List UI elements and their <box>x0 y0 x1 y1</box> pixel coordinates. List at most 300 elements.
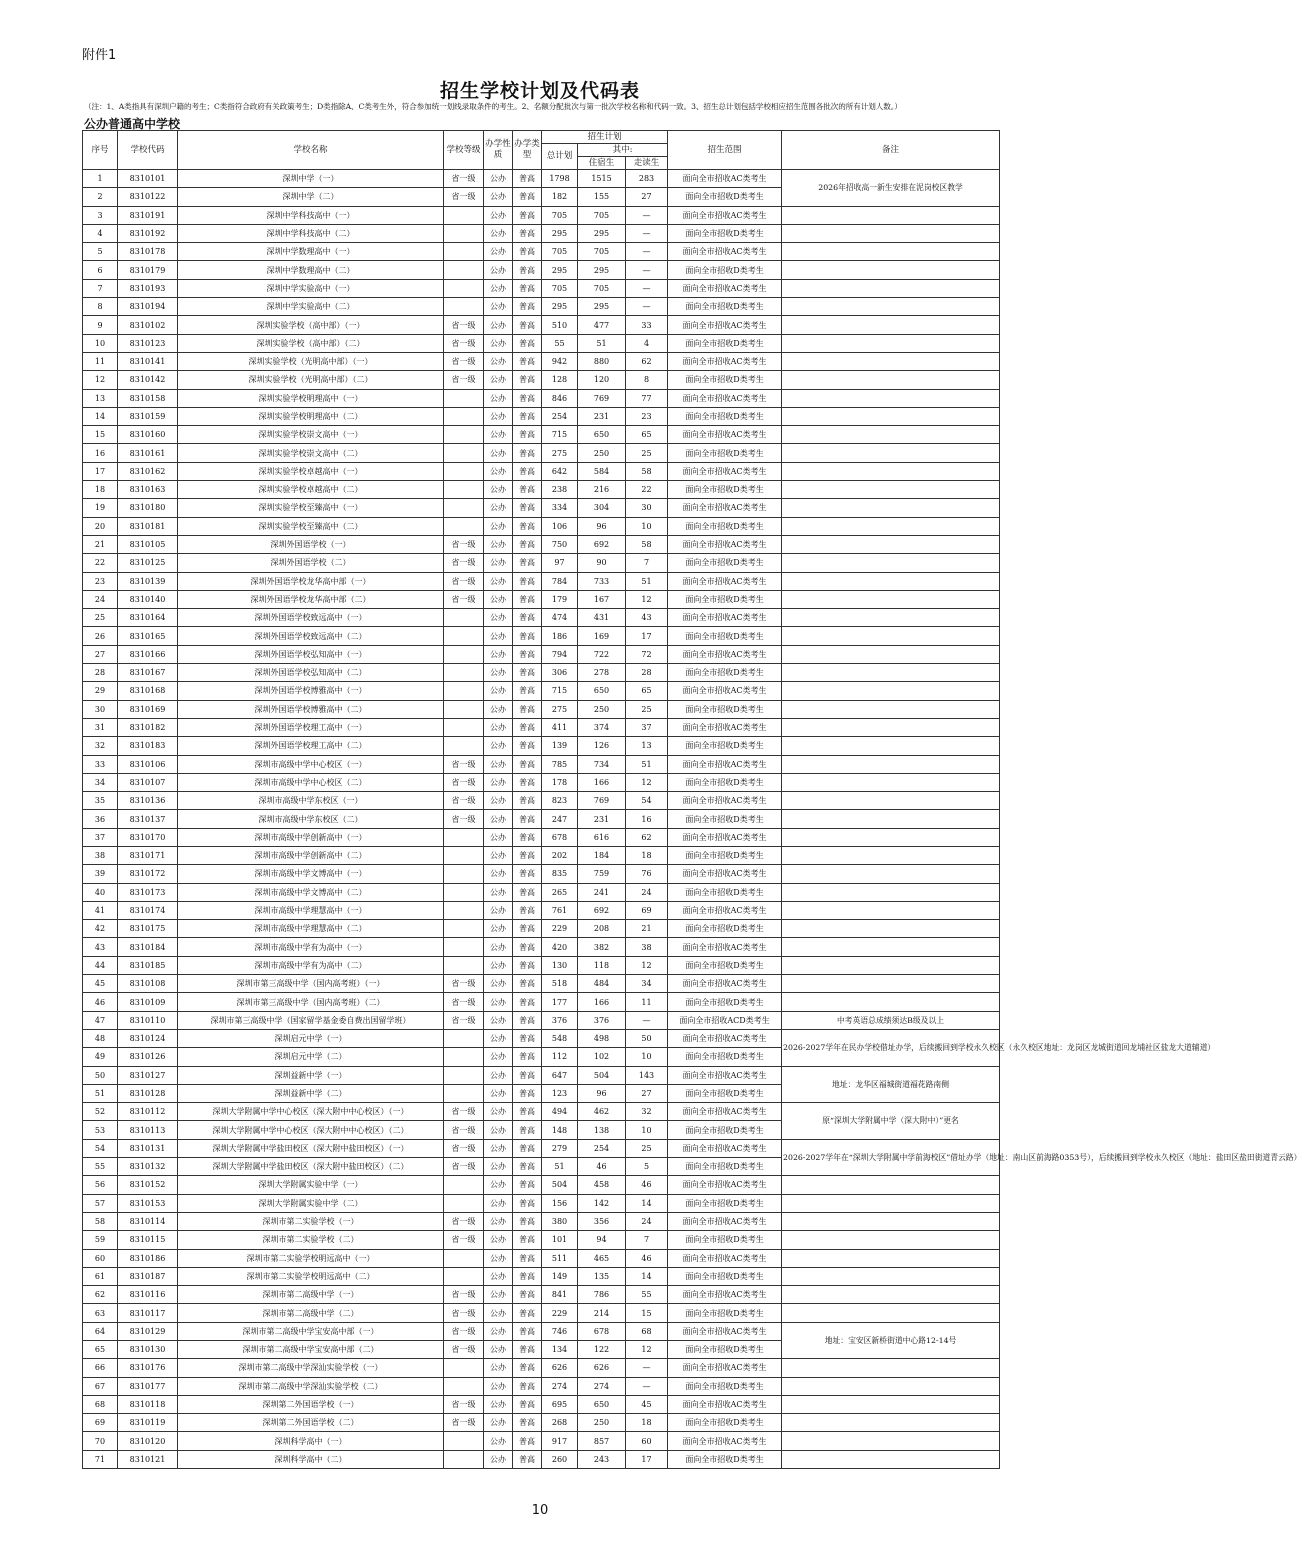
cell-grade: 省一级 <box>444 334 484 352</box>
cell-total: 265 <box>542 883 578 901</box>
cell-school-name: 深圳大学附属中学盐田校区（深大附中盐田校区）（二） <box>178 1158 444 1176</box>
table-row <box>83 334 1000 352</box>
table-row <box>83 1450 1000 1468</box>
table-row <box>83 1231 1000 1249</box>
cell-remark <box>782 1395 1000 1413</box>
cell-remark <box>782 298 1000 316</box>
cell-scope: 面向全市招收AC类考生 <box>668 1395 782 1413</box>
cell-code: 8310126 <box>118 1048 178 1066</box>
cell-total: 647 <box>542 1066 578 1084</box>
cell-code: 8310152 <box>118 1176 178 1194</box>
cell-seq: 18 <box>83 481 118 499</box>
table-row <box>83 499 1000 517</box>
cell-type: 普高 <box>513 828 542 846</box>
cell-school-name: 深圳实验学校卓越高中（一） <box>178 462 444 480</box>
cell-grade <box>444 609 484 627</box>
cell-type: 普高 <box>513 1341 542 1359</box>
cell-grade: 省一级 <box>444 1103 484 1121</box>
table-row <box>83 993 1000 1011</box>
cell-type: 普高 <box>513 572 542 590</box>
cell-remark <box>782 572 1000 590</box>
cell-code: 8310170 <box>118 828 178 846</box>
cell-total: 474 <box>542 609 578 627</box>
table-row <box>83 956 1000 974</box>
cell-school-name: 深圳市第二实验学校（一） <box>178 1212 444 1230</box>
cell-total: 202 <box>542 846 578 864</box>
table-row <box>83 1395 1000 1413</box>
cell-remark <box>782 206 1000 224</box>
cell-boarding: 769 <box>578 389 626 407</box>
header-boarding: 住宿生 <box>578 157 626 170</box>
cell-scope: 面向全市招收D类考生 <box>668 664 782 682</box>
cell-remark: 地址：宝安区新桥街道中心路12-14号 <box>782 1322 1000 1359</box>
cell-grade: 省一级 <box>444 188 484 206</box>
cell-nature: 公办 <box>484 1176 513 1194</box>
cell-boarding: 167 <box>578 590 626 608</box>
cell-code: 8310161 <box>118 444 178 462</box>
cell-day: 283 <box>626 170 668 188</box>
table-row <box>83 1066 1000 1084</box>
cell-boarding: 705 <box>578 243 626 261</box>
cell-school-name: 深圳外国语学校（一） <box>178 535 444 553</box>
cell-boarding: 51 <box>578 334 626 352</box>
cell-scope: 面向全市招收D类考生 <box>668 590 782 608</box>
cell-code: 8310193 <box>118 279 178 297</box>
cell-total: 128 <box>542 371 578 389</box>
header-remark: 备注 <box>782 131 1000 170</box>
cell-remark <box>782 609 1000 627</box>
cell-total: 511 <box>542 1249 578 1267</box>
cell-boarding: 650 <box>578 682 626 700</box>
cell-code: 8310162 <box>118 462 178 480</box>
table-row <box>83 1194 1000 1212</box>
cell-nature: 公办 <box>484 1158 513 1176</box>
cell-seq: 22 <box>83 554 118 572</box>
table-row <box>83 755 1000 773</box>
table-row <box>83 243 1000 261</box>
cell-code: 8310158 <box>118 389 178 407</box>
cell-day: 46 <box>626 1249 668 1267</box>
table-row <box>83 865 1000 883</box>
cell-seq: 10 <box>83 334 118 352</box>
cell-seq: 4 <box>83 224 118 242</box>
cell-boarding: 102 <box>578 1048 626 1066</box>
cell-total: 785 <box>542 755 578 773</box>
cell-total: 55 <box>542 334 578 352</box>
cell-boarding: 880 <box>578 352 626 370</box>
table-row <box>83 737 1000 755</box>
cell-code: 8310174 <box>118 901 178 919</box>
cell-nature: 公办 <box>484 938 513 956</box>
cell-code: 8310127 <box>118 1066 178 1084</box>
cell-remark <box>782 755 1000 773</box>
cell-grade <box>444 407 484 425</box>
cell-scope: 面向全市招收D类考生 <box>668 627 782 645</box>
table-row <box>83 773 1000 791</box>
cell-nature: 公办 <box>484 407 513 425</box>
cell-grade <box>444 956 484 974</box>
cell-code: 8310119 <box>118 1414 178 1432</box>
cell-scope: 面向全市招收AC类考生 <box>668 206 782 224</box>
cell-school-name: 深圳外国语学校致远高中（一） <box>178 609 444 627</box>
cell-remark <box>782 279 1000 297</box>
cell-total: 794 <box>542 645 578 663</box>
cell-total: 761 <box>542 901 578 919</box>
cell-day: 23 <box>626 407 668 425</box>
cell-type: 普高 <box>513 1322 542 1340</box>
cell-school-name: 深圳外国语学校龙华高中部（一） <box>178 572 444 590</box>
cell-boarding: 465 <box>578 1249 626 1267</box>
cell-remark <box>782 1249 1000 1267</box>
cell-day: 8 <box>626 371 668 389</box>
cell-boarding: 166 <box>578 993 626 1011</box>
header-grade <box>444 131 484 170</box>
cell-total: 705 <box>542 206 578 224</box>
cell-scope: 面向全市招收AC类考生 <box>668 1359 782 1377</box>
table-row <box>83 481 1000 499</box>
cell-nature: 公办 <box>484 316 513 334</box>
cell-school-name: 深圳启元中学（二） <box>178 1048 444 1066</box>
table-row <box>83 1139 1000 1157</box>
cell-code: 8310177 <box>118 1377 178 1395</box>
table-row <box>83 1322 1000 1340</box>
cell-day: 65 <box>626 426 668 444</box>
table-row <box>83 462 1000 480</box>
cell-day: 18 <box>626 846 668 864</box>
cell-type: 普高 <box>513 1231 542 1249</box>
cell-school-name: 深圳市高级中学东校区（一） <box>178 792 444 810</box>
cell-grade <box>444 1249 484 1267</box>
cell-seq: 29 <box>83 682 118 700</box>
cell-scope: 面向全市招收AC类考生 <box>668 938 782 956</box>
cell-grade <box>444 481 484 499</box>
cell-remark <box>782 426 1000 444</box>
cell-type: 普高 <box>513 1139 542 1157</box>
cell-nature: 公办 <box>484 755 513 773</box>
cell-boarding: 1515 <box>578 170 626 188</box>
cell-total: 149 <box>542 1267 578 1285</box>
cell-type: 普高 <box>513 846 542 864</box>
cell-day: 25 <box>626 1139 668 1157</box>
cell-type: 普高 <box>513 901 542 919</box>
cell-type: 普高 <box>513 627 542 645</box>
table-row <box>83 938 1000 956</box>
cell-type: 普高 <box>513 535 542 553</box>
cell-type: 普高 <box>513 1267 542 1285</box>
cell-grade: 省一级 <box>444 371 484 389</box>
cell-grade <box>444 261 484 279</box>
cell-code: 8310142 <box>118 371 178 389</box>
cell-seq: 38 <box>83 846 118 864</box>
cell-type: 普高 <box>513 426 542 444</box>
cell-type: 普高 <box>513 1414 542 1432</box>
cell-nature: 公办 <box>484 188 513 206</box>
cell-type: 普高 <box>513 1359 542 1377</box>
cell-scope: 面向全市招收D类考生 <box>668 956 782 974</box>
cell-nature: 公办 <box>484 718 513 736</box>
cell-total: 518 <box>542 975 578 993</box>
cell-scope: 面向全市招收D类考生 <box>668 810 782 828</box>
cell-nature: 公办 <box>484 1249 513 1267</box>
cell-day: 14 <box>626 1194 668 1212</box>
cell-total: 411 <box>542 718 578 736</box>
cell-type: 普高 <box>513 1103 542 1121</box>
cell-code: 8310121 <box>118 1450 178 1468</box>
cell-boarding: 692 <box>578 901 626 919</box>
table-row <box>83 1286 1000 1304</box>
cell-boarding: 376 <box>578 1011 626 1029</box>
cell-grade <box>444 920 484 938</box>
cell-day: 13 <box>626 737 668 755</box>
cell-nature: 公办 <box>484 1267 513 1285</box>
cell-seq: 44 <box>83 956 118 974</box>
cell-boarding: 295 <box>578 261 626 279</box>
cell-code: 8310173 <box>118 883 178 901</box>
cell-remark <box>782 1194 1000 1212</box>
cell-day: 55 <box>626 1286 668 1304</box>
cell-day: 72 <box>626 645 668 663</box>
cell-seq: 5 <box>83 243 118 261</box>
cell-school-name: 深圳市高级中学理慧高中（二） <box>178 920 444 938</box>
page-title: 招生学校计划及代码表 <box>439 80 640 102</box>
cell-code: 8310116 <box>118 1286 178 1304</box>
cell-grade <box>444 426 484 444</box>
cell-boarding: 374 <box>578 718 626 736</box>
cell-code: 8310106 <box>118 755 178 773</box>
cell-school-name: 深圳大学附属实验中学（一） <box>178 1176 444 1194</box>
cell-nature: 公办 <box>484 371 513 389</box>
table-row <box>83 846 1000 864</box>
cell-school-name: 深圳益新中学（二） <box>178 1084 444 1102</box>
section-title: 公办普通高中学校 <box>84 117 181 131</box>
cell-scope: 面向全市招收D类考生 <box>668 261 782 279</box>
cell-nature: 公办 <box>484 1304 513 1322</box>
header-plan: 招生计划 <box>542 131 668 144</box>
cell-boarding: 769 <box>578 792 626 810</box>
cell-seq: 56 <box>83 1176 118 1194</box>
cell-seq: 7 <box>83 279 118 297</box>
cell-remark <box>782 700 1000 718</box>
cell-total: 750 <box>542 535 578 553</box>
cell-total: 642 <box>542 462 578 480</box>
cell-total: 274 <box>542 1377 578 1395</box>
cell-grade <box>444 645 484 663</box>
table-row <box>83 517 1000 535</box>
cell-scope: 面向全市招收AC类考生 <box>668 901 782 919</box>
cell-boarding: 734 <box>578 755 626 773</box>
cell-nature: 公办 <box>484 773 513 791</box>
cell-nature: 公办 <box>484 1121 513 1139</box>
cell-total: 1798 <box>542 170 578 188</box>
cell-boarding: 250 <box>578 1414 626 1432</box>
cell-total: 306 <box>542 664 578 682</box>
cell-type: 普高 <box>513 1212 542 1230</box>
header-of-which: 其中: <box>578 144 668 157</box>
cell-type: 普高 <box>513 188 542 206</box>
cell-scope: 面向全市招收D类考生 <box>668 371 782 389</box>
cell-type: 普高 <box>513 865 542 883</box>
cell-total: 715 <box>542 426 578 444</box>
cell-type: 普高 <box>513 1176 542 1194</box>
cell-scope: 面向全市招收AC类考生 <box>668 718 782 736</box>
cell-seq: 71 <box>83 1450 118 1468</box>
cell-remark <box>782 590 1000 608</box>
cell-grade <box>444 444 484 462</box>
cell-scope: 面向全市招收AC类考生 <box>668 1212 782 1230</box>
cell-remark: 2026-2027学年在“深圳大学附属中学前海校区”借址办学（地址：南山区前海路0353号），后续搬回到学校永久校区（地址：盐田区盐田街道青云路） <box>782 1139 1000 1176</box>
attachment-label: 附件1 <box>82 48 117 63</box>
cell-boarding: 650 <box>578 426 626 444</box>
cell-seq: 69 <box>83 1414 118 1432</box>
cell-total: 156 <box>542 1194 578 1212</box>
cell-boarding: 498 <box>578 1029 626 1047</box>
cell-total: 130 <box>542 956 578 974</box>
cell-day: 62 <box>626 352 668 370</box>
cell-school-name: 深圳外国语学校博雅高中（一） <box>178 682 444 700</box>
cell-grade: 省一级 <box>444 572 484 590</box>
cell-seq: 32 <box>83 737 118 755</box>
cell-nature: 公办 <box>484 224 513 242</box>
cell-seq: 3 <box>83 206 118 224</box>
cell-total: 279 <box>542 1139 578 1157</box>
cell-day: 76 <box>626 865 668 883</box>
cell-remark: 中考英语总成绩须达B级及以上 <box>782 1011 1000 1029</box>
cell-school-name: 深圳益新中学（一） <box>178 1066 444 1084</box>
cell-code: 8310102 <box>118 316 178 334</box>
cell-boarding: 135 <box>578 1267 626 1285</box>
cell-school-name: 深圳市第三高级中学（国家留学基金委自费出国留学班） <box>178 1011 444 1029</box>
cell-scope: 面向全市招收AC类考生 <box>668 828 782 846</box>
cell-scope: 面向全市招收AC类考生 <box>668 1176 782 1194</box>
cell-type: 普高 <box>513 590 542 608</box>
cell-type: 普高 <box>513 700 542 718</box>
cell-scope: 面向全市招收D类考生 <box>668 1121 782 1139</box>
cell-boarding: 304 <box>578 499 626 517</box>
cell-nature: 公办 <box>484 170 513 188</box>
cell-seq: 58 <box>83 1212 118 1230</box>
cell-school-name: 深圳科学高中（一） <box>178 1432 444 1450</box>
cell-code: 8310171 <box>118 846 178 864</box>
cell-day: 30 <box>626 499 668 517</box>
table-row <box>83 682 1000 700</box>
cell-seq: 13 <box>83 389 118 407</box>
cell-remark <box>782 334 1000 352</box>
cell-school-name: 深圳外国语学校弘知高中（一） <box>178 645 444 663</box>
cell-seq: 64 <box>83 1322 118 1340</box>
cell-nature: 公办 <box>484 737 513 755</box>
cell-scope: 面向全市招收D类考生 <box>668 1084 782 1102</box>
cell-code: 8310139 <box>118 572 178 590</box>
cell-seq: 19 <box>83 499 118 517</box>
cell-day: 62 <box>626 828 668 846</box>
cell-day: 27 <box>626 1084 668 1102</box>
cell-day: 34 <box>626 975 668 993</box>
cell-remark <box>782 975 1000 993</box>
cell-grade <box>444 1450 484 1468</box>
cell-remark <box>782 1450 1000 1468</box>
cell-grade: 省一级 <box>444 1121 484 1139</box>
cell-grade <box>444 883 484 901</box>
cell-nature: 公办 <box>484 627 513 645</box>
cell-school-name: 深圳启元中学（一） <box>178 1029 444 1047</box>
cell-boarding: 243 <box>578 1450 626 1468</box>
cell-school-name: 深圳外国语学校致远高中（二） <box>178 627 444 645</box>
cell-school-name: 深圳中学数理高中（二） <box>178 261 444 279</box>
cell-type: 普高 <box>513 755 542 773</box>
cell-type: 普高 <box>513 481 542 499</box>
table-row <box>83 1011 1000 1029</box>
cell-scope: 面向全市招收AC类考生 <box>668 535 782 553</box>
cell-grade <box>444 718 484 736</box>
cell-boarding: 484 <box>578 975 626 993</box>
cell-grade: 省一级 <box>444 535 484 553</box>
cell-scope: 面向全市招收AC类考生 <box>668 975 782 993</box>
cell-day: 33 <box>626 316 668 334</box>
cell-seq: 26 <box>83 627 118 645</box>
cell-school-name: 深圳中学（一） <box>178 170 444 188</box>
cell-day: 14 <box>626 1267 668 1285</box>
cell-total: 101 <box>542 1231 578 1249</box>
cell-seq: 41 <box>83 901 118 919</box>
cell-code: 8310108 <box>118 975 178 993</box>
cell-day: 68 <box>626 1322 668 1340</box>
cell-total: 715 <box>542 682 578 700</box>
cell-scope: 面向全市招收AC类考生 <box>668 682 782 700</box>
cell-grade <box>444 1267 484 1285</box>
cell-seq: 36 <box>83 810 118 828</box>
cell-school-name: 深圳市第二实验学校（二） <box>178 1231 444 1249</box>
cell-seq: 34 <box>83 773 118 791</box>
cell-boarding: 169 <box>578 627 626 645</box>
cell-nature: 公办 <box>484 1341 513 1359</box>
cell-boarding: 46 <box>578 1158 626 1176</box>
cell-nature: 公办 <box>484 590 513 608</box>
cell-nature: 公办 <box>484 1231 513 1249</box>
cell-boarding: 142 <box>578 1194 626 1212</box>
cell-scope: 面向全市招收D类考生 <box>668 224 782 242</box>
cell-nature: 公办 <box>484 1359 513 1377</box>
table-row <box>83 554 1000 572</box>
cell-code: 8310184 <box>118 938 178 956</box>
cell-seq: 9 <box>83 316 118 334</box>
cell-code: 8310130 <box>118 1341 178 1359</box>
cell-nature: 公办 <box>484 481 513 499</box>
cell-grade <box>444 224 484 242</box>
cell-code: 8310115 <box>118 1231 178 1249</box>
cell-scope: 面向全市招收AC类考生 <box>668 243 782 261</box>
cell-boarding: 295 <box>578 224 626 242</box>
cell-type: 普高 <box>513 1395 542 1413</box>
cell-code: 8310137 <box>118 810 178 828</box>
cell-seq: 66 <box>83 1359 118 1377</box>
cell-boarding: 254 <box>578 1139 626 1157</box>
cell-boarding: 458 <box>578 1176 626 1194</box>
cell-scope: 面向全市招收D类考生 <box>668 1267 782 1285</box>
cell-seq: 1 <box>83 170 118 188</box>
cell-seq: 40 <box>83 883 118 901</box>
cell-boarding: 431 <box>578 609 626 627</box>
cell-school-name: 深圳市第二高级中学宝安高中部（二） <box>178 1341 444 1359</box>
cell-seq: 57 <box>83 1194 118 1212</box>
cell-nature: 公办 <box>484 810 513 828</box>
cell-total: 678 <box>542 828 578 846</box>
cell-day: — <box>626 1377 668 1395</box>
cell-scope: 面向全市招收AC类考生 <box>668 352 782 370</box>
cell-total: 626 <box>542 1359 578 1377</box>
cell-boarding: 733 <box>578 572 626 590</box>
cell-school-name: 深圳中学实验高中（二） <box>178 298 444 316</box>
cell-remark: 原“深圳大学附属中学（深大附中）”更名 <box>782 1103 1000 1140</box>
